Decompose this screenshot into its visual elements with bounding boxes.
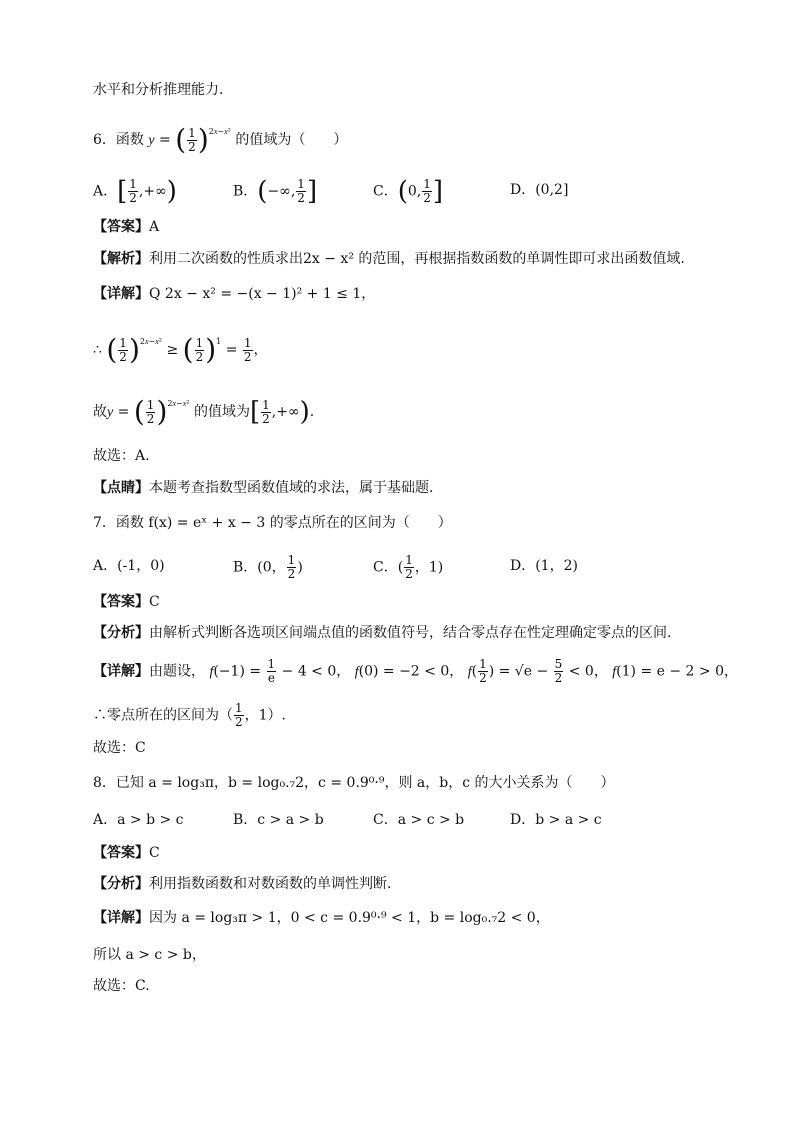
q8-detail: 【详解】因为 a = log₃π > 1，0 < c = 0.9⁰·⁹ < 1，b = log₀.₇2 < 0， bbox=[93, 910, 550, 926]
q7-stem: 7．函数 f(x) = eˣ + x − 3 的零点所在的区间为（ ） bbox=[93, 515, 452, 531]
q8-option-b: B．c > a > b bbox=[233, 812, 324, 828]
q6-comment: 【点睛】本题考查指数型函数值域的求法，属于基础题. bbox=[93, 480, 434, 496]
q6-answer: 【答案】A bbox=[93, 219, 160, 235]
q8-option-a: A．a > b > c bbox=[93, 812, 184, 828]
q7-option-c: C．( $\frac{1}{2}$ ，1) bbox=[373, 553, 444, 581]
q6-select: 故选：A. bbox=[93, 448, 150, 464]
q6-detail: 【详解】Q 2x − x² = −(x − 1)² + 1 ≤ 1， bbox=[93, 286, 376, 302]
q8-select: 故选：C. bbox=[93, 978, 150, 994]
q7-option-b: B．(0， $\frac{1}{2}$ ) bbox=[233, 553, 303, 581]
intro-text: 水平和分析推理能力. bbox=[93, 82, 224, 98]
q6-detail-step2: ∴ ( $\frac{1}{2}$ )$^{2x-x^2}$ ≥ ( $\frac{1}{2}$ )$^1$ = $\frac{1}{2}$ ， bbox=[93, 333, 268, 366]
q8-option-c: C．a > c > b bbox=[373, 812, 465, 828]
q7-option-a: A．(-1，0) bbox=[93, 558, 165, 574]
q7-analysis: 【分析】由解析式判断各选项区间端点值的函数值符号，结合零点存在性定理确定零点的区间. bbox=[93, 625, 672, 641]
q8-stem: 8．已知 a = log₃π，b = log₀.₇2，c = 0.9⁰·⁹，则 a，b，c 的大小关系为（ ） bbox=[93, 775, 615, 791]
q6-analysis: 【解析】利用二次函数的性质求出2x − x² 的范围，再根据指数函数的单调性即可求出函数值域. bbox=[93, 251, 685, 267]
q7-conclusion: ∴零点所在的区间为（ $\frac{1}{2}$ ，1）. bbox=[93, 701, 286, 729]
q7-detail: 【详解】由题设， f(−1) = $\frac{1}{e}$ − 4 < 0， f(0) = −2 < 0， f( $\frac{1}{2}$ ) = √e − $\frac{5}{2}$ < 0， f(1) = e − 2 > 0， bbox=[93, 657, 738, 685]
q8-analysis: 【分析】利用指数函数和对数函数的单调性判断. bbox=[93, 876, 392, 892]
q6-stem: 6．函数 y = ( $\frac{1}{2}$ )$^{2x-x^2}$ 的值域为（ ） bbox=[93, 123, 348, 156]
q7-option-d: D．(1，2) bbox=[510, 558, 578, 574]
q6-conclusion: 故y = ( $\frac{1}{2}$ )$^{2x-x^2}$ 的值域为[ $\frac{1}{2}$ ,+∞). bbox=[93, 395, 315, 428]
q7-select: 故选：C bbox=[93, 740, 146, 756]
q7-answer: 【答案】C bbox=[93, 594, 160, 610]
q8-option-d: D．b > a > c bbox=[510, 812, 602, 828]
q6-option-c: C．(0, $\frac{1}{2}$ ] bbox=[373, 176, 444, 207]
q6-option-d: D．(0,2] bbox=[510, 182, 569, 198]
q6-number: 6．函数 bbox=[93, 132, 144, 148]
q6-option-a: A．[ $\frac{1}{2}$ ,+∞) bbox=[93, 176, 177, 207]
q6-stem-tail: 的值域为（ ） bbox=[235, 132, 348, 148]
q6-option-b: B．(−∞, $\frac{1}{2}$ ] bbox=[233, 176, 318, 207]
q8-answer: 【答案】C bbox=[93, 845, 160, 861]
q8-so: 所以 a > c > b， bbox=[93, 947, 206, 963]
